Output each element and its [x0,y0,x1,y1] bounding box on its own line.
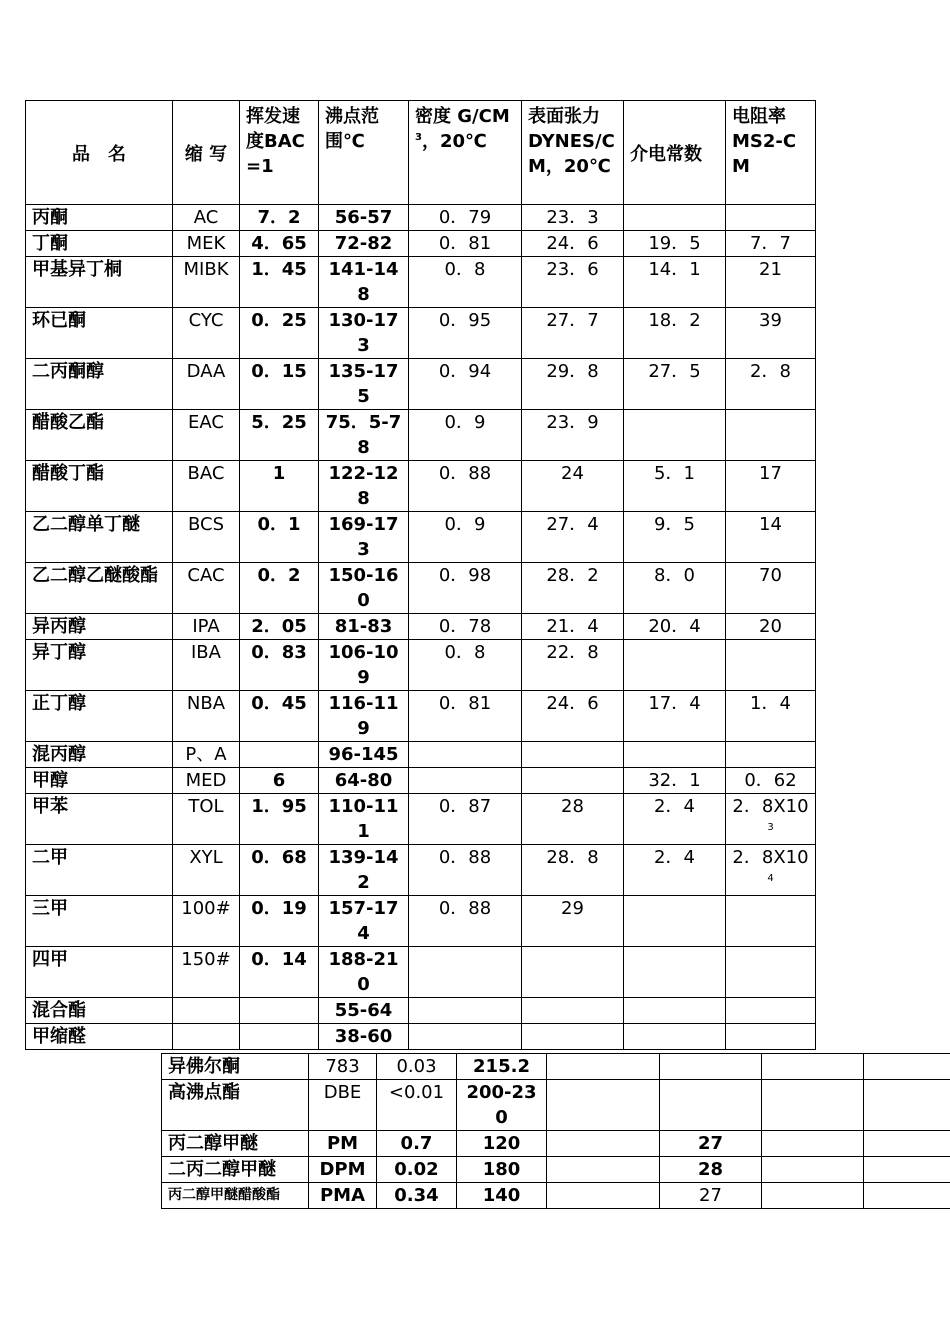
evaporation-rate: <0.01 [377,1080,457,1131]
surface-tension-value [522,1024,624,1050]
resistivity-value [726,896,816,947]
density-value: 0．9 [409,410,522,461]
boiling-range: 81-83 [319,614,409,640]
solvent-abbr: PM [309,1131,377,1157]
surface-tension-value: 27．7 [522,308,624,359]
table-row [26,691,816,742]
header-density-text: 密度 G/CM [415,106,510,127]
boiling-range: 72-82 [319,231,409,257]
table-row [26,308,816,359]
solvent-abbr: DBE [309,1080,377,1131]
density-value [409,998,522,1024]
solvent-abbr: DAA [173,359,240,410]
dielectric-value [624,640,726,691]
density-value [547,1054,660,1080]
solvent-abbr: MIBK [173,257,240,308]
resistivity-value [726,742,816,768]
solvent-name: 二甲 [26,845,173,896]
solvent-name: 丙酮 [26,205,173,231]
header-density [409,101,522,205]
resistivity-value: 14 [726,512,816,563]
main-table-body [26,205,816,1050]
boiling-range: 169-173 [319,512,409,563]
evaporation-rate: 0.34 [377,1183,457,1209]
solvent-name: 甲醇 [26,768,173,794]
table-row [162,1080,950,1131]
table-row [26,257,816,308]
solvent-name: 正丁醇 [26,691,173,742]
dielectric-value [624,410,726,461]
density-value [547,1131,660,1157]
boiling-range: 96-145 [319,742,409,768]
density-value: 0．88 [409,896,522,947]
table-row [162,1183,950,1209]
density-value: 0．95 [409,308,522,359]
evaporation-rate: 0.7 [377,1131,457,1157]
surface-tension-value: 24．6 [522,691,624,742]
header-boiling-range: 沸点范围℃ [319,101,409,205]
solvent-abbr: PMA [309,1183,377,1209]
solvent-abbr [173,1024,240,1050]
evaporation-rate: 0．15 [240,359,319,410]
header-resistivity: 电阻率 MS2-CM [726,101,816,205]
solvent-name: 甲苯 [26,794,173,845]
dielectric-value: 2．4 [624,845,726,896]
boiling-range: 122-128 [319,461,409,512]
dielectric-value: 27．5 [624,359,726,410]
solvent-name: 混丙醇 [26,742,173,768]
solvent-abbr: TOL [173,794,240,845]
solvent-abbr: AC [173,205,240,231]
table-row [26,563,816,614]
solvent-name: 丁酮 [26,231,173,257]
boiling-range: 200-230 [457,1080,547,1131]
solvent-abbr: NBA [173,691,240,742]
solvent-abbr: 783 [309,1054,377,1080]
evaporation-rate: 2．05 [240,614,319,640]
evaporation-rate: 5．25 [240,410,319,461]
boiling-range: 130-173 [319,308,409,359]
evaporation-rate: 0．1 [240,512,319,563]
dielectric-value: 5．1 [624,461,726,512]
table-row [26,205,816,231]
boiling-range: 188-210 [319,947,409,998]
table-row [26,359,816,410]
dielectric-value: 20．4 [624,614,726,640]
table-row [26,640,816,691]
boiling-range: 116-119 [319,691,409,742]
table-row [26,461,816,512]
evaporation-rate: 0.03 [377,1054,457,1080]
surface-tension-value: 27 [660,1131,762,1157]
solvent-name: 混合酯 [26,998,173,1024]
dielectric-value: 2．4 [624,794,726,845]
surface-tension-value [522,947,624,998]
boiling-range: 38-60 [319,1024,409,1050]
boiling-range: 55-64 [319,998,409,1024]
resistivity-value [864,1080,950,1131]
resistivity-value [726,947,816,998]
dielectric-value [624,205,726,231]
surface-tension-value: 23．6 [522,257,624,308]
solvent-name: 二丙二醇甲醚 [162,1157,309,1183]
header-row [26,101,816,205]
solvent-abbr: 150# [173,947,240,998]
header-name: 品 名 [26,101,173,205]
dielectric-value: 14．1 [624,257,726,308]
solvent-properties-table [25,100,816,1050]
solvent-name: 乙二醇单丁醚 [26,512,173,563]
resistivity-value [726,205,816,231]
evaporation-rate [240,998,319,1024]
density-value: 0．9 [409,512,522,563]
table-row [26,1024,816,1050]
surface-tension-value [660,1054,762,1080]
evaporation-rate: 0．45 [240,691,319,742]
boiling-range: 141-148 [319,257,409,308]
solvent-name: 甲基异丁桐 [26,257,173,308]
solvent-name: 四甲 [26,947,173,998]
resistivity-base: 2．8X10 [732,847,809,868]
solvent-name: 乙二醇乙醚酸酯 [26,563,173,614]
density-value [409,768,522,794]
boiling-range: 150-160 [319,563,409,614]
header-density-tail: ，20℃ [421,131,487,152]
resistivity-value: 1．4 [726,691,816,742]
resistivity-value: 70 [726,563,816,614]
solvent-name: 醋酸丁酯 [26,461,173,512]
extra-table-body [162,1054,950,1209]
solvent-name: 丙二醇甲醚醋酸酯 [162,1183,309,1209]
surface-tension-value: 27．4 [522,512,624,563]
density-value: 0．94 [409,359,522,410]
resistivity-value [726,1024,816,1050]
resistivity-value [726,998,816,1024]
surface-tension-value: 23．3 [522,205,624,231]
solvent-name: 甲缩醛 [26,1024,173,1050]
boiling-range: 75．5-78 [319,410,409,461]
solvent-abbr: BCS [173,512,240,563]
table-row [26,231,816,257]
density-value: 0．88 [409,845,522,896]
solvent-abbr: CAC [173,563,240,614]
solvent-abbr: DPM [309,1157,377,1183]
evaporation-rate [240,1024,319,1050]
density-value [409,742,522,768]
density-value [547,1183,660,1209]
dielectric-value [624,896,726,947]
resistivity-value: 7．7 [726,231,816,257]
density-value: 0．79 [409,205,522,231]
table-row [162,1131,950,1157]
header-density-sup: 3 [415,132,422,143]
dielectric-value [762,1131,864,1157]
dielectric-value: 17．4 [624,691,726,742]
table-row [26,614,816,640]
boiling-range: 180 [457,1157,547,1183]
evaporation-rate: 0．2 [240,563,319,614]
surface-tension-value: 24．6 [522,231,624,257]
dielectric-value: 8．0 [624,563,726,614]
resistivity-value: 0．62 [726,768,816,794]
boiling-range: 120 [457,1131,547,1157]
dielectric-value [624,947,726,998]
resistivity-value [864,1054,950,1080]
evaporation-rate: 0．14 [240,947,319,998]
dielectric-value [762,1157,864,1183]
solvent-name: 异佛尔酮 [162,1054,309,1080]
table-row [162,1157,950,1183]
resistivity-value: 17 [726,461,816,512]
dielectric-value [624,998,726,1024]
resistivity-value [864,1183,950,1209]
dielectric-value [624,1024,726,1050]
evaporation-rate: 0．25 [240,308,319,359]
resistivity-exponent: 3 [767,822,774,833]
density-value [547,1080,660,1131]
resistivity-value [726,845,816,896]
solvent-abbr: XYL [173,845,240,896]
surface-tension-value: 28 [660,1157,762,1183]
solvent-name: 三甲 [26,896,173,947]
density-value: 0．81 [409,691,522,742]
surface-tension-value [522,998,624,1024]
evaporation-rate: 1．95 [240,794,319,845]
surface-tension-value: 29 [522,896,624,947]
dielectric-value [624,742,726,768]
density-value [409,1024,522,1050]
solvent-abbr [173,998,240,1024]
dielectric-value [762,1054,864,1080]
evaporation-rate: 6 [240,768,319,794]
table-row [26,845,816,896]
solvent-name: 丙二醇甲醚 [162,1131,309,1157]
resistivity-value [864,1157,950,1183]
table-row [26,410,816,461]
density-value: 0．87 [409,794,522,845]
solvent-abbr: MEK [173,231,240,257]
surface-tension-value: 22．8 [522,640,624,691]
surface-tension-value [522,742,624,768]
boiling-range: 64-80 [319,768,409,794]
resistivity-base: 2．8X10 [732,796,809,817]
evaporation-rate: 7．2 [240,205,319,231]
resistivity-value: 39 [726,308,816,359]
solvent-abbr: MED [173,768,240,794]
surface-tension-value: 28．2 [522,563,624,614]
boiling-range: 140 [457,1183,547,1209]
density-value: 0．81 [409,231,522,257]
evaporation-rate: 1 [240,461,319,512]
solvent-abbr: P、A [173,742,240,768]
resistivity-value: 20 [726,614,816,640]
table-row [26,742,816,768]
resistivity-value [726,640,816,691]
density-value: 0．88 [409,461,522,512]
surface-tension-value: 28 [522,794,624,845]
evaporation-rate: 4．65 [240,231,319,257]
surface-tension-value [522,768,624,794]
evaporation-rate: 1．45 [240,257,319,308]
dielectric-value: 18．2 [624,308,726,359]
density-value [547,1157,660,1183]
header-abbr: 缩 写 [173,101,240,205]
density-value: 0．8 [409,257,522,308]
solvent-name: 醋酸乙酯 [26,410,173,461]
surface-tension-value: 29．8 [522,359,624,410]
surface-tension-value: 21．4 [522,614,624,640]
table-row [162,1054,950,1080]
resistivity-value [726,410,816,461]
solvent-name: 异丁醇 [26,640,173,691]
evaporation-rate: 0．19 [240,896,319,947]
surface-tension-value: 28．8 [522,845,624,896]
boiling-range: 106-109 [319,640,409,691]
solvent-name: 高沸点酯 [162,1080,309,1131]
extra-solvents-table [161,1053,950,1209]
surface-tension-value: 27 [660,1183,762,1209]
resistivity-exponent: 4 [767,873,774,884]
evaporation-rate: 0．83 [240,640,319,691]
surface-tension-value: 23．9 [522,410,624,461]
table-row [26,794,816,845]
boiling-range: 139-142 [319,845,409,896]
resistivity-value [864,1131,950,1157]
evaporation-rate [240,742,319,768]
dielectric-value: 9．5 [624,512,726,563]
surface-tension-value [660,1080,762,1131]
solvent-abbr: BAC [173,461,240,512]
resistivity-value: 2．8 [726,359,816,410]
table-row [26,998,816,1024]
resistivity-value: 21 [726,257,816,308]
dielectric-value [762,1080,864,1131]
solvent-abbr: 100# [173,896,240,947]
boiling-range: 110-111 [319,794,409,845]
dielectric-value: 19．5 [624,231,726,257]
solvent-abbr: IBA [173,640,240,691]
header-evaporation: 挥发速度BAC=1 [240,101,319,205]
surface-tension-value: 24 [522,461,624,512]
solvent-name: 环已酮 [26,308,173,359]
evaporation-rate: 0．68 [240,845,319,896]
table-row [26,947,816,998]
boiling-range: 215.2 [457,1054,547,1080]
table-row [26,896,816,947]
boiling-range: 56-57 [319,205,409,231]
solvent-abbr: IPA [173,614,240,640]
resistivity-value [726,794,816,845]
dielectric-value: 32．1 [624,768,726,794]
boiling-range: 157-174 [319,896,409,947]
density-value: 0．8 [409,640,522,691]
density-value: 0．98 [409,563,522,614]
solvent-name: 二丙酮醇 [26,359,173,410]
table-row [26,512,816,563]
solvent-name: 异丙醇 [26,614,173,640]
dielectric-value [762,1183,864,1209]
density-value: 0．78 [409,614,522,640]
evaporation-rate: 0.02 [377,1157,457,1183]
boiling-range: 135-175 [319,359,409,410]
solvent-abbr: CYC [173,308,240,359]
header-surface-tension: 表面张力 DYNES/CM，20℃ [522,101,624,205]
table-row [26,768,816,794]
header-dielectric: 介电常数 [624,101,726,205]
solvent-abbr: EAC [173,410,240,461]
density-value [409,947,522,998]
